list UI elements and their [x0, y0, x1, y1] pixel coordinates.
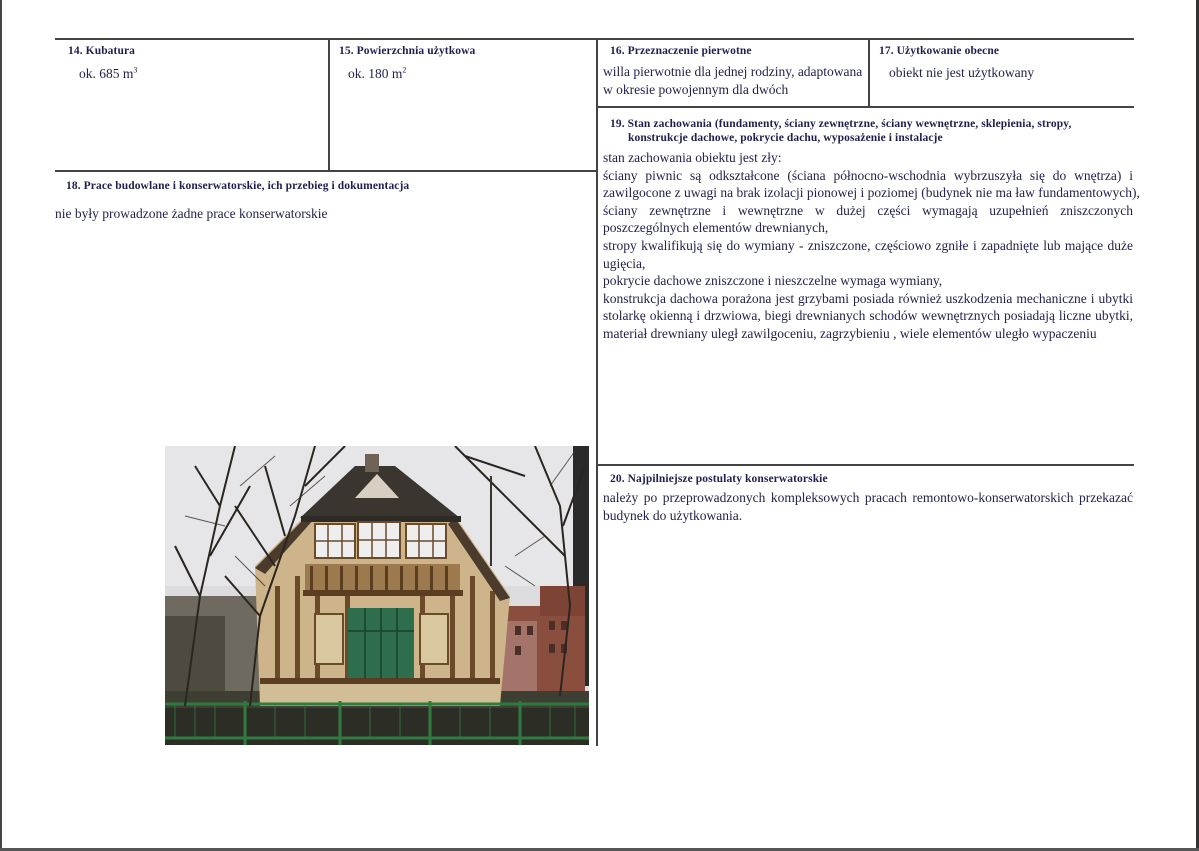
field-19-value	[603, 149, 1140, 343]
field-14-value	[79, 66, 137, 82]
villa-photo	[165, 446, 589, 745]
field-16-value	[603, 63, 862, 98]
field-19-label-cont: konstrukcje dachowe, pokrycie dachu, wyposażenie i instalacje	[628, 132, 943, 144]
field-20-value	[603, 489, 1133, 524]
field-17-value: obiekt nie jest użytkowany	[889, 65, 1035, 80]
field-16-line: willa pierwotnie dla jednej rodziny, adaptowana	[603, 64, 863, 79]
rule-below-14-15	[55, 170, 598, 172]
field-19-line: ściany zewnętrzne i wewnętrzne w dużej części wymagają uzupełnień zniszczonych	[603, 202, 1133, 218]
field-19-line: materiał drewniany uległ zawilgoceniu, zagrzybieniu , wiele elementów uległo wypaczeniu	[603, 325, 1097, 341]
field-20-label: 20. Najpilniejsze postulaty konserwatorskie	[610, 473, 828, 485]
rule-vert-center	[596, 38, 598, 746]
rule-above-20	[597, 464, 1134, 466]
field-16-label: 16. Przeznaczenie pierwotne	[610, 45, 752, 57]
field-15-value	[348, 66, 406, 82]
field-19-line: stropy kwalifikują się do wymiany - zniszczone, częściowo zgniłe i zapadnięte lub mające duże	[603, 237, 1133, 253]
field-19-line: zawilgocone z uwagi na brak izolacji pionowej i poziomej (budynek nie ma ław fundamentowych),	[603, 185, 1140, 201]
rule-vert-16-17	[868, 38, 870, 108]
field-19-line: konstrukcja dachowa porażona jest grzybami posiada również uszkodzenia mechaniczne i ubytki	[603, 290, 1133, 306]
rule-vert-14-15	[328, 38, 330, 172]
field-14-unit-exponent: 3	[133, 65, 138, 75]
field-19-line: pokrycie dachowe zniszczone i nieszczelne wymaga wymiany,	[603, 273, 943, 289]
field-19-line: ugięcia,	[603, 255, 646, 271]
field-20-line: należy po przeprowadzonych kompleksowych pracach remontowo-konserwatorskich przekazać	[603, 490, 1133, 505]
scan-edge-left	[0, 0, 2, 851]
rule-below-16-17	[597, 106, 1134, 108]
field-14-value-text: ok. 685 m	[79, 66, 134, 81]
field-18-value: nie były prowadzone żadne prace konserwatorskie	[55, 206, 328, 221]
field-19-line: ściany piwnic są odkształcone (ściana północno-wschodnia wybrzuszyła się do wnętrza) i	[603, 167, 1133, 183]
field-15-unit-exponent: 2	[402, 65, 407, 75]
field-20-line: budynek do użytkowania.	[603, 507, 743, 523]
field-19-line: stolarkę okienną i drzwiowa, biegi drewnianych schodów wewnętrznych posiadają liczne ubytki,	[603, 308, 1133, 324]
field-16-line: w okresie powojennym dla dwóch	[603, 81, 789, 97]
field-14-label: 14. Kubatura	[68, 45, 136, 57]
field-15-label: 15. Powierzchnia użytkowa	[339, 45, 476, 57]
field-15-value-text: ok. 180 m	[348, 66, 403, 81]
rule-top	[55, 38, 1134, 40]
field-18-label: 18. Prace budowlane i konserwatorskie, ich przebieg i dokumentacja	[66, 180, 410, 192]
field-19-label: 19. Stan zachowania (fundamenty, ściany zewnętrzne, ściany wewnętrzne, sklepienia, stropy,	[610, 118, 1072, 130]
field-19-line: poszczególnych elementów drewnianych,	[603, 220, 829, 236]
field-17-label: 17. Użytkowanie obecne	[879, 45, 1000, 57]
field-19-line: stan zachowania obiektu jest zły:	[603, 150, 782, 165]
